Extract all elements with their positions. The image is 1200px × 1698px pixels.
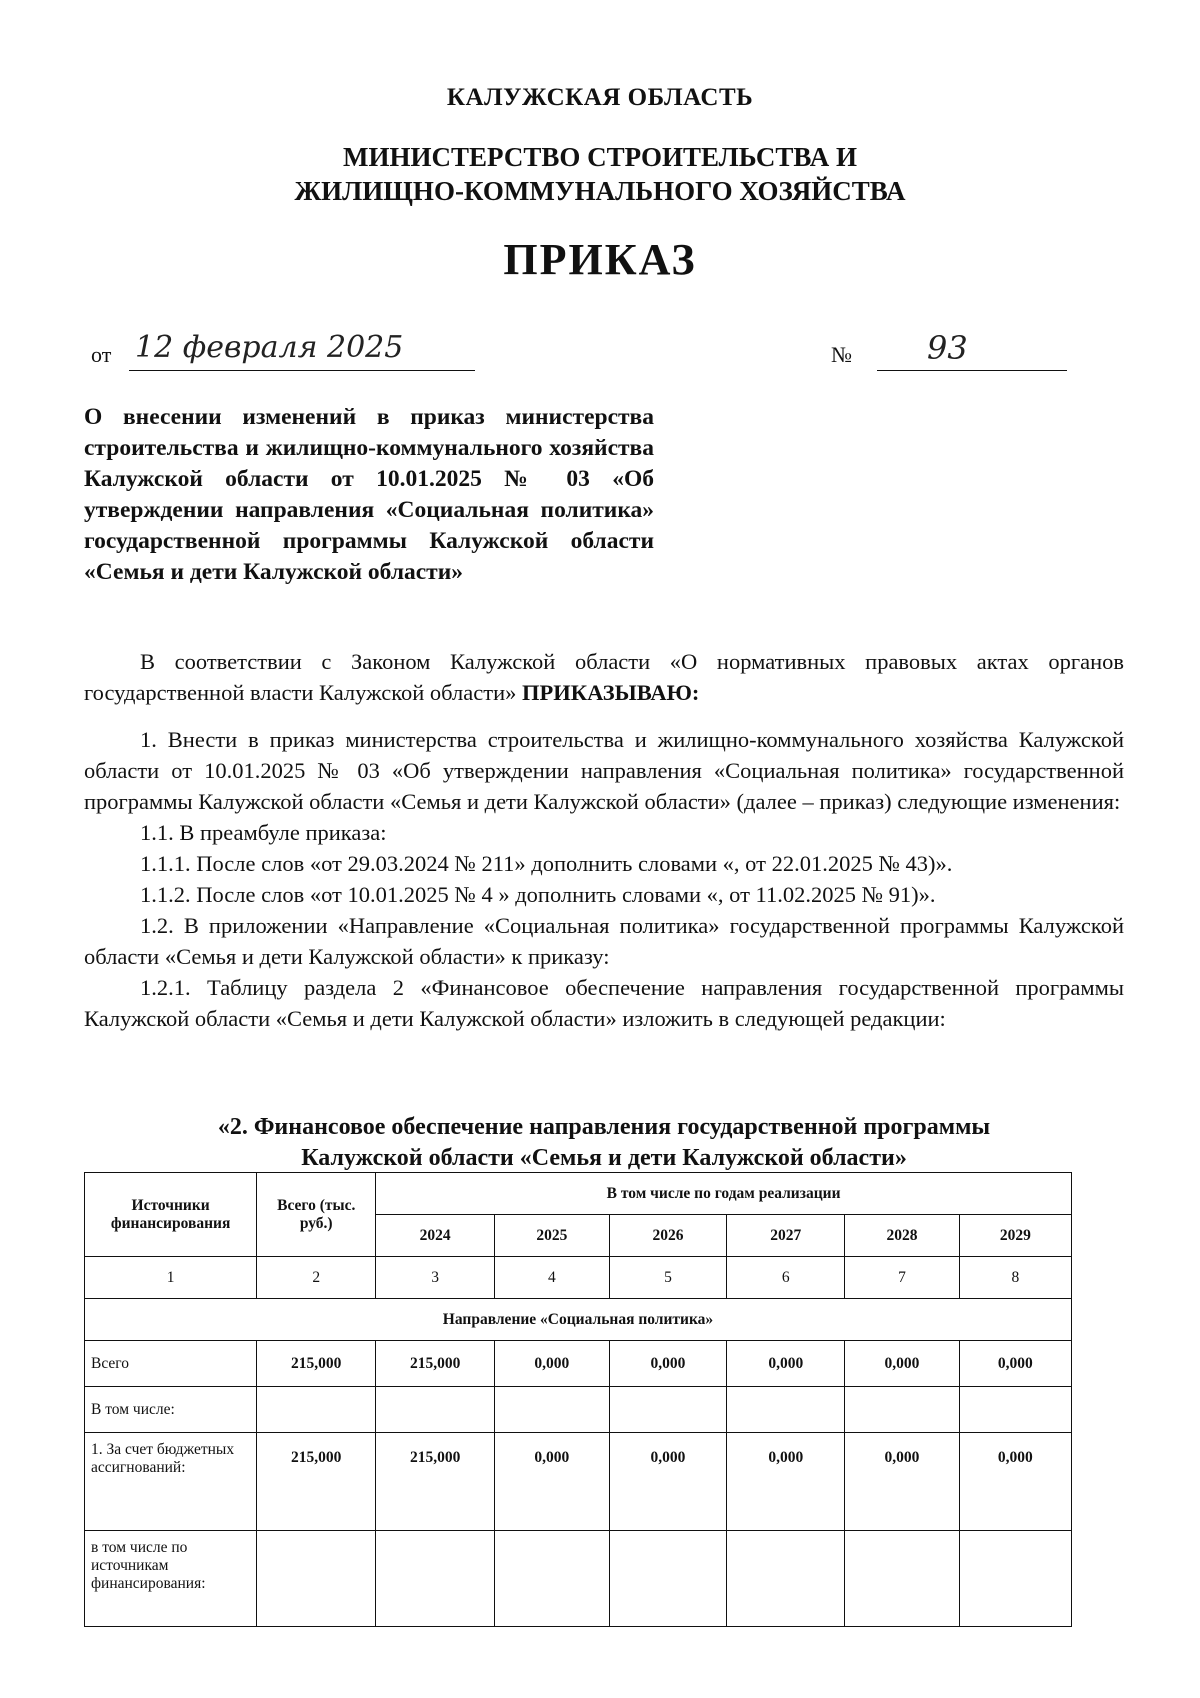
header-year: 2026	[609, 1215, 727, 1257]
paragraph-1-1-1: 1.1.1. После слов «от 29.03.2024 № 211» дополнить словами «, от 22.01.2025 № 43)».	[140, 851, 953, 876]
row-label: В том числе:	[85, 1387, 257, 1433]
cell-value: 0,000	[727, 1433, 845, 1531]
region-title: КАЛУЖСКАЯ ОБЛАСТЬ	[446, 84, 754, 111]
preamble	[84, 646, 1124, 708]
paragraph-1: 1. Внести в приказ министерства строительства и жилищно-коммунального хозяйства Калужской области от 10.01.2025 № 03 «Об утверждении направления «Социальная политика» государственной программы Калужской области «Семья и дети Калужской области» (далее – приказ) следующие изменения:	[84, 727, 1124, 814]
cell-value: 0,000	[609, 1433, 727, 1531]
cell-value	[727, 1531, 845, 1627]
table-caption-line1: «2. Финансовое обеспечение направления государственной программы	[217, 1114, 991, 1140]
cell-value: 0,000	[727, 1341, 845, 1387]
cell-value	[609, 1387, 727, 1433]
column-number: 7	[845, 1257, 959, 1299]
cell-value	[495, 1531, 609, 1627]
cell-value: 215,000	[376, 1341, 495, 1387]
column-number: 5	[609, 1257, 727, 1299]
table-caption	[84, 1112, 1124, 1174]
section-title: Направление «Социальная политика»	[85, 1299, 1072, 1341]
header-total: Всего (тыс. руб.)	[257, 1173, 376, 1257]
handwritten-number: 93	[877, 326, 1067, 371]
column-number: 2	[257, 1257, 376, 1299]
cell-value	[845, 1531, 959, 1627]
header-year: 2025	[495, 1215, 609, 1257]
header-year: 2024	[376, 1215, 495, 1257]
column-number: 4	[495, 1257, 609, 1299]
paragraph-1-1-2: 1.1.2. После слов «от 10.01.2025 № 4 » дополнить словами «, от 11.02.2025 № 91)».	[140, 882, 936, 907]
cell-value: 0,000	[609, 1341, 727, 1387]
cell-value: 215,000	[376, 1433, 495, 1531]
column-number: 3	[376, 1257, 495, 1299]
ministry-title	[0, 140, 1200, 208]
paragraph-1-2: 1.2. В приложении «Направление «Социальная политика» государственной программы Калужской области «Семья и дети Калужской области» к приказу:	[84, 913, 1124, 969]
table-row	[85, 1531, 1072, 1627]
row-label: в том числе по источникам финансирования:	[85, 1531, 257, 1627]
cell-value: 215,000	[257, 1341, 376, 1387]
cell-value: 0,000	[959, 1341, 1071, 1387]
cell-value	[727, 1387, 845, 1433]
ministry-title-line1: МИНИСТЕРСТВО СТРОИТЕЛЬСТВА И	[343, 142, 857, 172]
cell-value: 0,000	[845, 1433, 959, 1531]
cell-value	[609, 1531, 727, 1627]
row-label: Всего	[85, 1341, 257, 1387]
header-years-group: В том числе по годам реализации	[376, 1173, 1072, 1215]
preamble-text: В соответствии с Законом Калужской области «О нормативных правовых актах органов государственной власти Калужской области»	[84, 649, 1124, 705]
header-year: 2027	[727, 1215, 845, 1257]
paragraph-1-2-1: 1.2.1. Таблицу раздела 2 «Финансовое обеспечение направления государственной программы Калужской области «Семья и дети Калужской области» изложить в следующей редакции:	[84, 975, 1124, 1031]
document-type: ПРИКАЗ	[503, 235, 697, 284]
column-number-row	[85, 1257, 1072, 1299]
header-year: 2028	[845, 1215, 959, 1257]
column-number: 8	[959, 1257, 1071, 1299]
cell-value	[495, 1387, 609, 1433]
column-number: 1	[85, 1257, 257, 1299]
ministry-title-line2: ЖИЛИЩНО-КОММУНАЛЬНОГО ХОЗЯЙСТВА	[294, 176, 906, 206]
cell-value	[845, 1387, 959, 1433]
table-row	[85, 1387, 1072, 1433]
cell-value: 0,000	[959, 1433, 1071, 1531]
cell-value	[959, 1387, 1071, 1433]
cell-value	[959, 1531, 1071, 1627]
cell-value	[376, 1531, 495, 1627]
date-number-line	[91, 329, 1071, 382]
table-row	[85, 1341, 1072, 1387]
cell-value	[257, 1387, 376, 1433]
header-year: 2029	[959, 1215, 1071, 1257]
paragraph-1-1: 1.1. В преамбуле приказа:	[140, 820, 387, 845]
table-caption-line2: Калужской области «Семья и дети Калужской области»	[301, 1145, 907, 1171]
header-source: Источники финансирования	[85, 1173, 257, 1257]
cell-value: 0,000	[495, 1341, 609, 1387]
date-label: от	[91, 342, 112, 367]
order-subject: О внесении изменений в приказ министерства строительства и жилищно-коммунального хозяйства Калужской области от 10.01.2025 № 03 «Об утверждении направления «Социальная политика» государственной программы Калужской области «Семья и дети Калужской области»	[84, 404, 654, 585]
cell-value	[376, 1387, 495, 1433]
cell-value: 0,000	[845, 1341, 959, 1387]
cell-value	[257, 1531, 376, 1627]
order-body	[84, 646, 1124, 1034]
column-number: 6	[727, 1257, 845, 1299]
row-label: 1. За счет бюджетных ассигнований:	[85, 1433, 257, 1531]
number-label: №	[831, 342, 852, 367]
preamble-order: ПРИКАЗЫВАЮ:	[522, 680, 700, 705]
cell-value: 0,000	[495, 1433, 609, 1531]
handwritten-date: 12 февраля 2025	[129, 326, 475, 371]
cell-value: 215,000	[257, 1433, 376, 1531]
table-row	[85, 1433, 1072, 1531]
financing-table	[84, 1172, 1072, 1627]
